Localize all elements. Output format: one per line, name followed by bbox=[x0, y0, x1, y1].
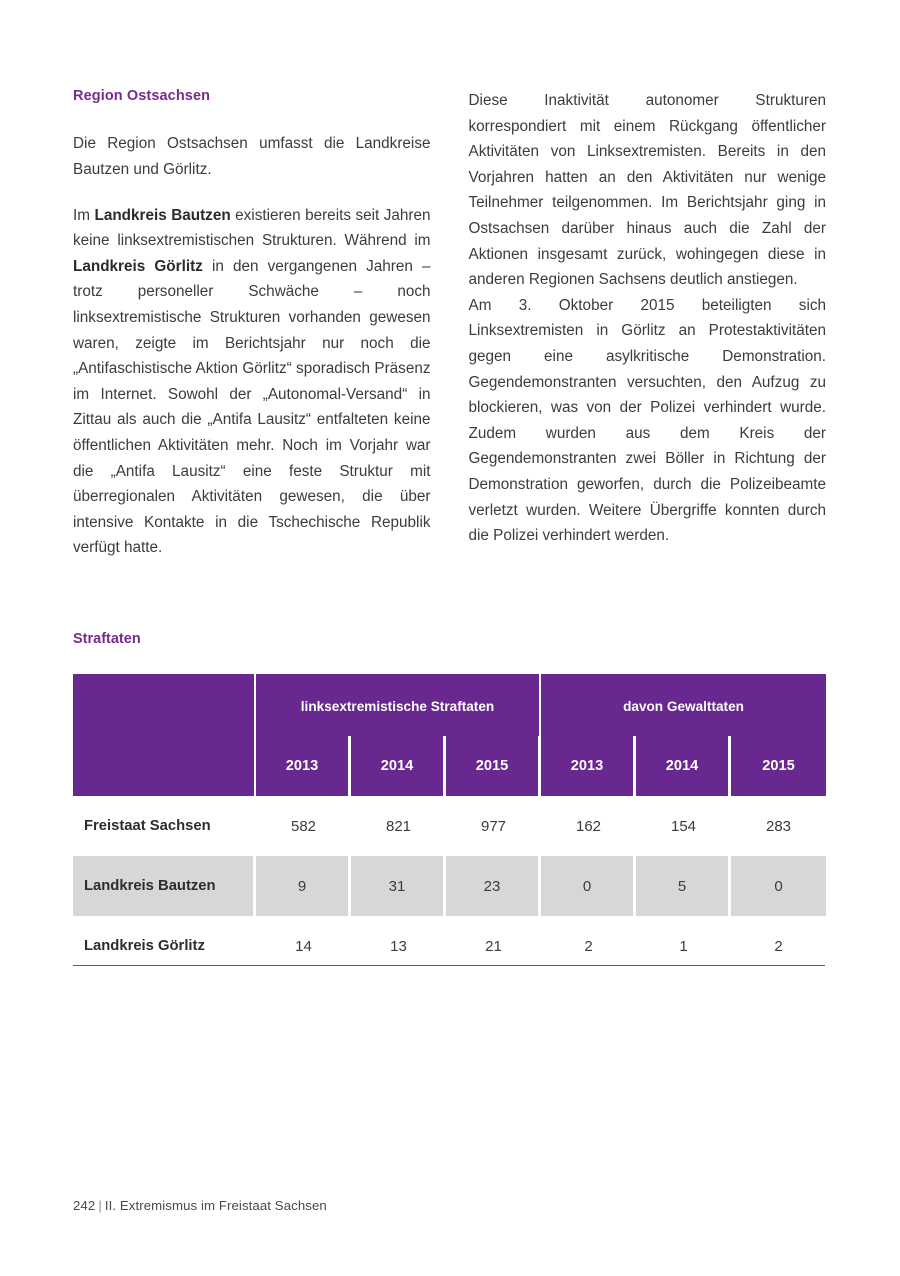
cell-value: 14 bbox=[295, 937, 312, 955]
cell-value: 23 bbox=[446, 856, 541, 916]
left-p2-bold-1: Landkreis Bautzen bbox=[94, 206, 231, 224]
two-column-body bbox=[73, 88, 826, 561]
right-paragraph-2: Am 3. Oktober 2015 beteiligten sich Linksextremisten in Görlitz an Protestaktivitäten gegen eine asylkritische Demonstration. Gegendemonstranten versuchten, den Aufzug zu blockieren, was von der Polizei verhindert wurde. Zudem wurden aus dem Kreis der Gegendemonstranten zwei Böller in Richtung der Demonstration geworfen, durch die Polizeibeamte verletzt wurden. Weitere Übergriffe konnten durch die Polizei verhindert werden. bbox=[468, 296, 826, 545]
cell-value: 154 bbox=[670, 817, 697, 835]
cell-value: 1 bbox=[679, 937, 688, 955]
cell-value: 582 bbox=[290, 817, 317, 835]
table-corner-cell bbox=[73, 674, 256, 796]
left-paragraph-2 bbox=[73, 203, 431, 561]
year-header-2014-straftaten: 2014 bbox=[351, 736, 446, 796]
page-footer bbox=[73, 1198, 327, 1213]
statistics-table-wrapper bbox=[73, 674, 826, 976]
row-label-freistaat-sachsen: Freistaat Sachsen bbox=[84, 818, 211, 834]
cell-value: 2 bbox=[584, 937, 593, 955]
cell-value: 821 bbox=[385, 817, 412, 835]
cell-value: 9 bbox=[256, 856, 351, 916]
table-group-header-row bbox=[73, 674, 826, 736]
year-header-2014-gewalttaten: 2014 bbox=[636, 736, 731, 796]
year-header-2013-gewalttaten: 2013 bbox=[541, 736, 636, 796]
footer-chapter-title: II. Extremismus im Freistaat Sachsen bbox=[104, 1198, 327, 1213]
cell-value: 0 bbox=[541, 856, 636, 916]
cell-value: 13 bbox=[390, 937, 407, 955]
section-heading: Region Ostsachsen bbox=[73, 88, 211, 104]
table-head bbox=[73, 674, 826, 796]
table-bottom-rule bbox=[73, 965, 825, 966]
left-p2-bold-2: Landkreis Görlitz bbox=[73, 257, 203, 275]
year-header-2013-straftaten: 2013 bbox=[256, 736, 351, 796]
table-row bbox=[73, 796, 826, 856]
table-row bbox=[73, 856, 826, 916]
group-header-linksextremistische-straftaten: linksextremistische Straftaten bbox=[256, 674, 541, 736]
cell-value: 162 bbox=[575, 817, 602, 835]
statistics-table bbox=[73, 674, 826, 976]
row-label-landkreis-bautzen: Landkreis Bautzen bbox=[73, 856, 256, 916]
footer-separator: | bbox=[98, 1198, 102, 1213]
row-label-landkreis-goerlitz: Landkreis Görlitz bbox=[84, 938, 205, 954]
cell-value: 21 bbox=[485, 937, 502, 955]
left-p2-part-1: Im bbox=[73, 206, 95, 224]
group-header-davon-gewalttaten: davon Gewalttaten bbox=[541, 674, 826, 736]
table-row bbox=[73, 916, 826, 976]
left-paragraph-1: Die Region Ostsachsen umfasst die Landkreise Bautzen und Görlitz. bbox=[73, 135, 431, 178]
right-text-column bbox=[469, 88, 827, 561]
cell-value: 5 bbox=[636, 856, 731, 916]
left-p2-part-3: in den vergangenen Jahren – trotz personeller Schwäche – noch linksextremistische Strukturen vorhanden gewesen waren, zeigte im Berichtsjahr nur noch die „Antifaschistische Aktion Görlitz“ sporadisch Präsenz im Internet. Sowohl der „Autonomal-Versand“ in Zittau als auch die „Antifa Lausitz“ entfalteten keine öffentlichen Aktivitäten mehr. Noch im Vorjahr war die „Antifa Lausitz“ eine feste Struktur mit überregionalen Aktivitäten gewesen, die über intensive Kontakte in die Tschechische Republik verfügt hatte. bbox=[73, 257, 431, 557]
cell-value: 31 bbox=[351, 856, 446, 916]
table-body bbox=[73, 796, 826, 976]
left-text-column bbox=[73, 88, 431, 561]
cell-value: 0 bbox=[731, 856, 826, 916]
cell-value: 283 bbox=[765, 817, 792, 835]
year-header-2015-straftaten: 2015 bbox=[446, 736, 541, 796]
footer-page-number: 242 bbox=[73, 1198, 96, 1213]
right-paragraph-1: Diese Inaktivität autonomer Strukturen korrespondiert mit einem Rückgang öffentlicher Aktivitäten von Linksextremisten. Bereits in den Vorjahren hatten an den Aktivitäten nur wenige Teilnehmer teilgenommen. Im Berichtsjahr ging in Ostsachsen darüber hinaus auch die Zahl der Aktionen insgesamt zurück, wohingegen diese in anderen Regionen Sachsens deutlich anstiegen. bbox=[468, 92, 826, 289]
table-heading: Straftaten bbox=[73, 631, 141, 647]
year-header-2015-gewalttaten: 2015 bbox=[731, 736, 826, 796]
cell-value: 2 bbox=[774, 937, 783, 955]
cell-value: 977 bbox=[480, 817, 507, 835]
left-p2-part-2: existieren bereits seit Jahren keine linksextremistischen Strukturen. Während im bbox=[73, 206, 431, 250]
